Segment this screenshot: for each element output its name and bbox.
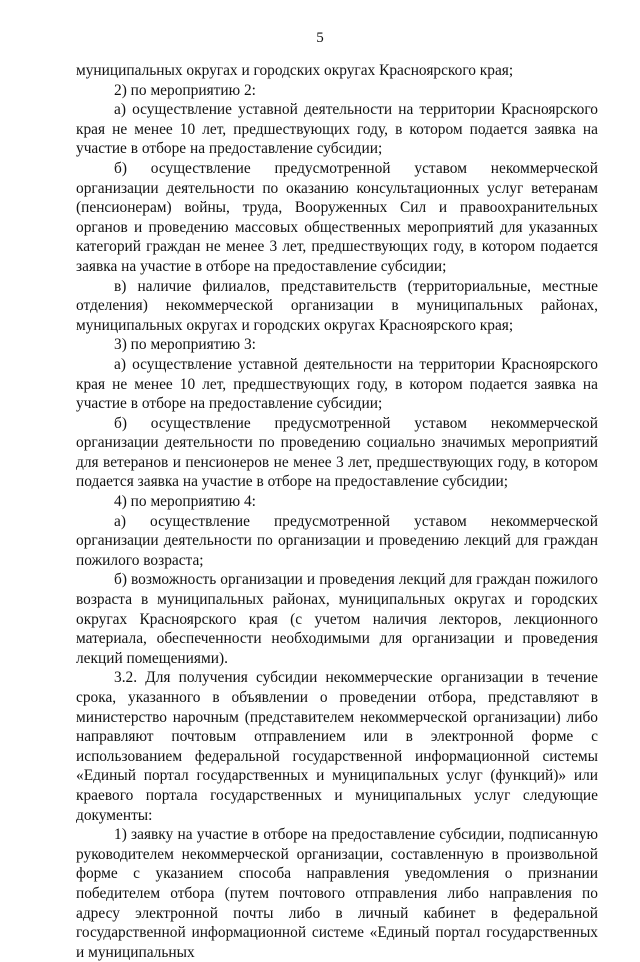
paragraph: а) осуществление уставной деятельности на территории Красноярского края не менее 10 лет, предшествующих году, в котором подается заявка на участие в отборе на предоставление субсидии; [76,101,598,158]
paragraph: б) возможность организации и проведения лекций для граждан пожилого возраста в муниципальных районах, муниципальных округах и городских округах Красноярского края (с учетом наличия лекторов, лекционного материала, обеспеченности необходимыми для организации и проведения лекций помещениями). [76,571,598,667]
paragraph: б) осуществление предусмотренной уставом некоммерческой организации деятельности по оказанию консультационных услуг ветеранам (пенсионерам) войны, труда, Вооруженных Сил и правоохранительных органов и проведению массовых общественных мероприятий для указанных категорий граждан не менее 3 лет, предшествующих году, в котором подается заявка на участие в отборе на предоставление субсидии; [76,159,598,275]
paragraph: 3.2. Для получения субсидии некоммерческие организации в течение срока, указанного в объявлении о проведении отбора, представляют в министерство нарочным (представителем некоммерческой организации) либо направляют почтовым отправлением или в электронной форме с использованием федеральной государственной информационной системы «Единый портал государственных и муниципальных услуг (функций)» или краевого портала государственных и муниципальных услуг следующие документы: [76,669,598,824]
paragraph: муниципальных округах и городских округах Красноярского края; [76,62,514,79]
paragraph: 4) по мероприятию 4: [114,493,256,511]
paragraph: а) осуществление уставной деятельности на территории Красноярского края не менее 10 лет, предшествующих году, в котором подается заявка на участие в отборе на предоставление субсидии; [76,355,598,413]
paragraph: 2) по мероприятию 2: [114,81,256,99]
paragraph: б) осуществление предусмотренной уставом некоммерческой организации деятельности по проведению социально значимых мероприятий для ветеранов и пенсионеров не менее 3 лет, предшествующих году, в котором подается заявка на участие в отборе на предоставление субсидии; [76,414,598,491]
paragraph: 1) заявку на участие в отборе на предоставление субсидии, подписанную руководителем некоммерческой организации, составленную в произвольной форме с указанием способа направления уведомления о признании победителем отбора (путем почтового отправления либо направления по адресу электронной почты либо в личный кабинет в федеральной государственной информационной системе «Единый портал государственных и муниципальных [76,826,598,961]
page-number: 5 [316,30,324,46]
paragraph: в) наличие филиалов, представительств (территориальные, местные отделения) некоммерческой организации в муниципальных районах, муниципальных округах и городских округах Красноярского края; [76,277,598,334]
paragraph: а) осуществление предусмотренной уставом некоммерческой организации деятельности по организации и проведению лекций для граждан пожилого возраста; [76,512,598,569]
paragraph: 3) по мероприятию 3: [114,336,256,354]
document-body [76,61,598,962]
